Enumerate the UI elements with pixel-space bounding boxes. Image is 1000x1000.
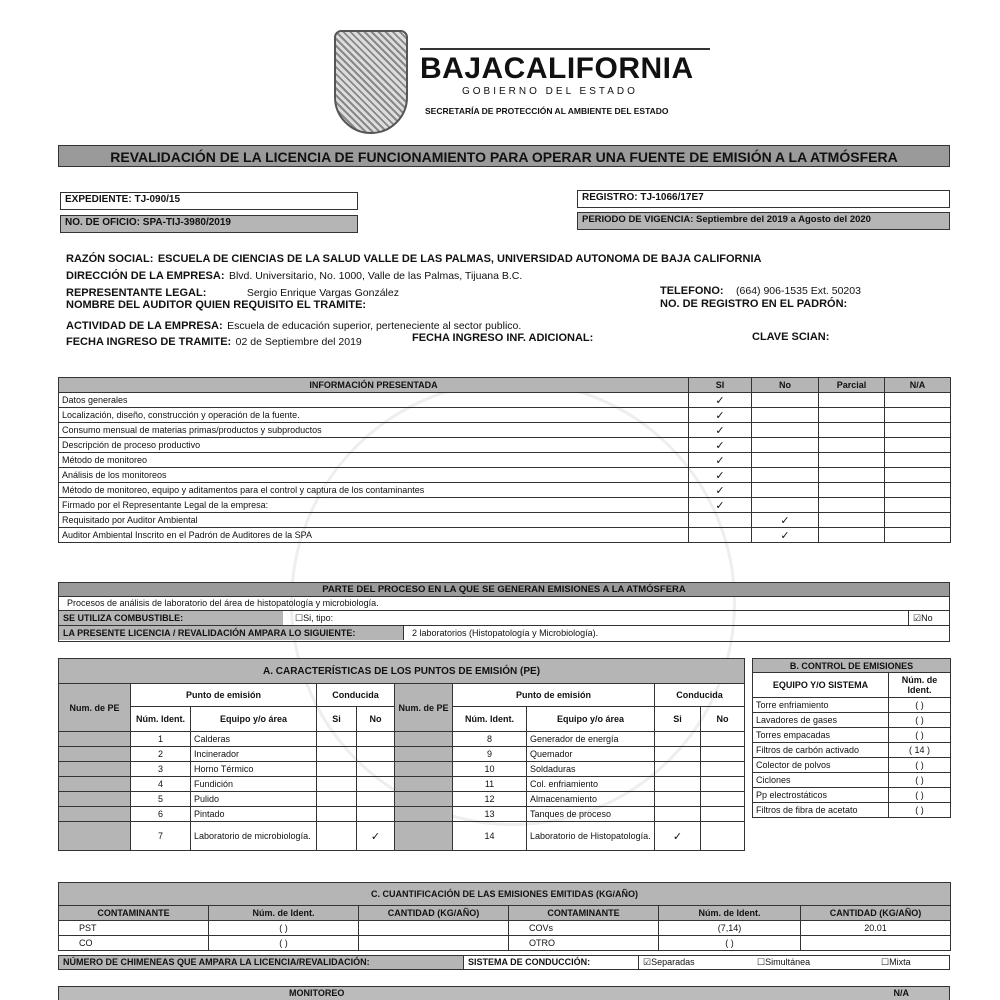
info-row-no [752, 498, 819, 513]
registro-box: REGISTRO: TJ-1066/17E7 [577, 190, 950, 208]
info-row-si: ✓ [689, 393, 752, 408]
quant-cell [801, 936, 951, 951]
info-row-si: ✓ [689, 498, 752, 513]
info-row-si: ✓ [689, 453, 752, 468]
points-equipo-left: Equipo y/o área [191, 707, 317, 732]
points-equipo-left: Pintado [191, 807, 317, 822]
points-pe-cell-left [59, 747, 131, 762]
points-si-right [655, 762, 701, 777]
info-row-si: ✓ [689, 438, 752, 453]
fecha-value: 02 de Septiembre del 2019 [235, 336, 362, 348]
info-row-parcial [819, 528, 885, 543]
info-row-label: Consumo mensual de materias primas/productos y subproductos [59, 423, 689, 438]
quant-cell: CO [59, 936, 209, 951]
representante-value: Sergio Enrique Vargas González [246, 287, 399, 299]
info-row-label: Método de monitoreo, equipo y aditamentos para el control y captura de los contaminantes [59, 483, 689, 498]
quant-title: C. CUANTIFICACIÓN DE LAS EMISIONES EMITIDAS (KG/AÑO) [59, 883, 951, 906]
telefono-line [660, 281, 861, 299]
points-no-left [357, 732, 395, 747]
chimeneas-label: NÚMERO DE CHIMENEAS QUE AMPARA LA LICENCIA/REVALIDACIÓN: [59, 956, 464, 969]
quant-cell: (7,14) [659, 921, 801, 936]
info-row-label: Descripción de proceso productivo [59, 438, 689, 453]
info-row-label: Análisis de los monitoreos [59, 468, 689, 483]
info-row [59, 438, 951, 453]
info-row-no [752, 468, 819, 483]
points-equipo-left: Incinerador [191, 747, 317, 762]
oficio-box: NO. DE OFICIO: SPA-TIJ-3980/2019 [60, 215, 358, 233]
sistema-separadas: ☑Separadas [643, 957, 695, 967]
points-pe-cell-left [59, 777, 131, 792]
info-row-si: ✓ [689, 423, 752, 438]
points-pe-cell-right [395, 762, 453, 777]
info-row [59, 528, 951, 543]
quant-cell: ( ) [659, 936, 801, 951]
points-si-left: Si [317, 707, 357, 732]
points-equipo-right: Tanques de proceso [527, 807, 655, 822]
quant-header-ident-2: Núm. de Ident. [659, 906, 801, 921]
fecha-adicional-label: FECHA INGRESO INF. ADICIONAL: [412, 332, 594, 344]
points-ident-right: 9 [453, 747, 527, 762]
razon-social-line [66, 249, 761, 267]
points-no-right [701, 732, 745, 747]
info-row-parcial [819, 423, 885, 438]
control-row-ident: ( ) [889, 803, 951, 818]
points-equipo-right: Equipo y/o área [527, 707, 655, 732]
emission-points-table [58, 658, 745, 851]
quant-cell: 20.01 [801, 921, 951, 936]
points-ident-left: 7 [131, 822, 191, 851]
sistema-label: SISTEMA DE CONDUCCIÓN: [464, 956, 639, 969]
points-no-left [357, 747, 395, 762]
points-ident-right: Núm. Ident. [453, 707, 527, 732]
info-row-no [752, 423, 819, 438]
points-no-right [701, 792, 745, 807]
control-row [753, 773, 951, 788]
points-equipo-right: Soldaduras [527, 762, 655, 777]
monitoreo-na: N/A [893, 988, 909, 998]
control-row-label: Filtros de fibra de acetato [753, 803, 889, 818]
control-row-label: Torre enfriamiento [753, 698, 889, 713]
direccion-label: DIRECCIÓN DE LA EMPRESA: [66, 270, 225, 282]
control-row [753, 713, 951, 728]
points-no-right: No [701, 707, 745, 732]
points-si-left [317, 747, 357, 762]
points-no-right [701, 747, 745, 762]
direccion-value: Blvd. Universitario, No. 1000, Valle de las Palmas, Tijuana B.C. [228, 270, 523, 282]
info-row-si [689, 528, 752, 543]
points-ident-right: 8 [453, 732, 527, 747]
quant-cell: PST [59, 921, 209, 936]
info-row-na [885, 408, 951, 423]
control-row-ident: ( ) [889, 713, 951, 728]
razon-social-value: ESCUELA DE CIENCIAS DE LA SALUD VALLE DE LAS PALMAS, UNIVERSIDAD AUTONOMA DE BAJA CALIFORNIA [157, 253, 762, 265]
combustible-no-option: ☑No [908, 611, 949, 625]
sistema-simultanea: ☐Simultánea [757, 957, 811, 967]
points-no-right [701, 777, 745, 792]
ampara-value: 2 laboratorios (Histopatología y Microbiología). [412, 628, 599, 638]
points-si-right [655, 777, 701, 792]
info-row-no: ✓ [752, 513, 819, 528]
control-row-ident: ( 14 ) [889, 743, 951, 758]
info-row-si [689, 513, 752, 528]
info-row-na [885, 453, 951, 468]
points-ident-left: Núm. Ident. [131, 707, 191, 732]
points-pe-cell-right [395, 777, 453, 792]
points-ident-right: 14 [453, 822, 527, 851]
points-num-pe-right: Num. de PE [395, 684, 453, 732]
info-row-parcial [819, 393, 885, 408]
points-row [59, 822, 745, 851]
info-row [59, 393, 951, 408]
info-row-na [885, 528, 951, 543]
points-equipo-right: Quemador [527, 747, 655, 762]
info-row-si: ✓ [689, 483, 752, 498]
points-si-left [317, 807, 357, 822]
info-row-no [752, 453, 819, 468]
info-table-header [59, 378, 951, 393]
control-row [753, 743, 951, 758]
direccion-line [66, 266, 522, 284]
quant-cell [359, 936, 509, 951]
points-si-right: ✓ [655, 822, 701, 851]
points-equipo-left: Calderas [191, 732, 317, 747]
info-row [59, 453, 951, 468]
points-row [59, 747, 745, 762]
quant-header-ident-1: Núm. de Ident. [209, 906, 359, 921]
control-row [753, 803, 951, 818]
info-row-si: ✓ [689, 408, 752, 423]
info-row-parcial [819, 468, 885, 483]
points-row [59, 792, 745, 807]
points-ident-right: 10 [453, 762, 527, 777]
points-equipo-left: Fundición [191, 777, 317, 792]
info-row-na [885, 483, 951, 498]
points-pe-cell-right [395, 822, 453, 851]
points-ident-right: 12 [453, 792, 527, 807]
info-row-na [885, 468, 951, 483]
quant-cell: ( ) [209, 921, 359, 936]
points-no-left [357, 777, 395, 792]
info-header-no: No [752, 378, 819, 393]
points-no-left: ✓ [357, 822, 395, 851]
combustible-si-option: ☐Si, tipo: [295, 613, 334, 623]
padron-label: NO. DE REGISTRO EN EL PADRÓN: [660, 298, 848, 310]
quant-header-contaminante-1: CONTAMINANTE [59, 906, 209, 921]
points-row [59, 762, 745, 777]
info-row-label: Requisitado por Auditor Ambiental [59, 513, 689, 528]
points-ident-left: 3 [131, 762, 191, 777]
points-row [59, 807, 745, 822]
secretaria-text: SECRETARÍA DE PROTECCIÓN AL AMBIENTE DEL ESTADO [425, 106, 669, 116]
logo-text: BAJACALIFORNIA [420, 52, 694, 85]
info-row-label: Método de monitoreo [59, 453, 689, 468]
points-ident-left: 4 [131, 777, 191, 792]
points-no-right [701, 807, 745, 822]
points-si-right [655, 807, 701, 822]
quant-row [59, 936, 951, 951]
info-row-parcial [819, 408, 885, 423]
control-row-label: Ciclones [753, 773, 889, 788]
info-row-si: ✓ [689, 468, 752, 483]
control-row-label: Colector de polvos [753, 758, 889, 773]
expediente-box: EXPEDIENTE: TJ-090/15 [60, 192, 358, 210]
points-no-left [357, 792, 395, 807]
ampara-label: LA PRESENTE LICENCIA / REVALIDACIÓN AMPARA LO SIGUIENTE: [59, 626, 404, 640]
control-col-ident: Núm. de Ident. [889, 673, 951, 698]
quant-header-contaminante-2: CONTAMINANTE [509, 906, 659, 921]
info-row-na [885, 438, 951, 453]
cuantificacion-table [58, 882, 951, 951]
quant-cell: OTRO [509, 936, 659, 951]
control-col-equipo: EQUIPO Y/O SISTEMA [753, 673, 889, 698]
process-title: PARTE DEL PROCESO EN LA QUE SE GENERAN EMISIONES A LA ATMÓSFERA [59, 583, 949, 597]
control-emisiones-table [752, 658, 951, 818]
quant-header-cantidad-2: CANTIDAD (KG/AÑO) [801, 906, 951, 921]
info-row [59, 498, 951, 513]
points-no-right [701, 762, 745, 777]
info-header-informacion: INFORMACIÓN PRESENTADA [59, 378, 689, 393]
control-row-label: Pp electrostáticos [753, 788, 889, 803]
points-pe-cell-left [59, 762, 131, 777]
info-row-parcial [819, 453, 885, 468]
actividad-label: ACTIVIDAD DE LA EMPRESA: [66, 320, 223, 332]
control-row-ident: ( ) [889, 773, 951, 788]
control-title: B. CONTROL DE EMISIONES [753, 659, 951, 673]
points-equipo-right: Laboratorio de Histopatología. [527, 822, 655, 851]
points-ident-left: 2 [131, 747, 191, 762]
vigencia-box: PERIODO DE VIGENCIA: Septiembre del 2019 a Agosto del 2020 [577, 212, 950, 230]
fecha-label: FECHA INGRESO DE TRAMITE: [66, 336, 232, 348]
control-row [753, 698, 951, 713]
info-row-no: ✓ [752, 528, 819, 543]
sistema-mixta: ☐Mixta [881, 957, 911, 967]
info-row-na [885, 498, 951, 513]
quant-header-cantidad-1: CANTIDAD (KG/AÑO) [359, 906, 509, 921]
quant-row [59, 921, 951, 936]
info-presentada-table [58, 377, 951, 543]
info-header-na: N/A [885, 378, 951, 393]
razon-social-label: RAZÓN SOCIAL: [66, 253, 154, 265]
points-row [59, 732, 745, 747]
control-row-label: Filtros de carbón activado [753, 743, 889, 758]
info-row [59, 468, 951, 483]
points-pe-cell-left [59, 807, 131, 822]
control-row-ident: ( ) [889, 698, 951, 713]
scian-label: CLAVE SCIAN: [752, 331, 830, 343]
points-ident-right: 13 [453, 807, 527, 822]
info-row-label: Localización, diseño, construcción y operación de la fuente. [59, 408, 689, 423]
points-pe-cell-right [395, 732, 453, 747]
points-ident-left: 5 [131, 792, 191, 807]
control-row [753, 788, 951, 803]
info-row-label: Firmado por el Representante Legal de la empresa: [59, 498, 689, 513]
points-pe-cell-left [59, 792, 131, 807]
points-ident-left: 1 [131, 732, 191, 747]
points-equipo-left: Horno Térmico [191, 762, 317, 777]
logo-rule [420, 48, 710, 50]
points-no-left [357, 807, 395, 822]
points-pe-cell-right [395, 747, 453, 762]
points-equipo-left: Laboratorio de microbiología. [191, 822, 317, 851]
info-row [59, 408, 951, 423]
control-row [753, 728, 951, 743]
points-si-right [655, 792, 701, 807]
points-si-left [317, 792, 357, 807]
points-punto-right: Punto de emisión [453, 684, 655, 707]
points-si-right [655, 747, 701, 762]
points-num-pe-left: Num. de PE [59, 684, 131, 732]
info-row [59, 513, 951, 528]
info-row-na [885, 393, 951, 408]
quant-cell [359, 921, 509, 936]
points-pe-cell-left [59, 822, 131, 851]
points-conducida-right: Conducida [655, 684, 745, 707]
info-row-no [752, 438, 819, 453]
info-header-si: SI [689, 378, 752, 393]
points-ident-right: 11 [453, 777, 527, 792]
actividad-value: Escuela de educación superior, perteneciente al sector publico. [227, 320, 522, 332]
process-section [58, 582, 950, 642]
info-row-parcial [819, 483, 885, 498]
info-row-no [752, 393, 819, 408]
info-row-parcial [819, 438, 885, 453]
info-row-label: Auditor Ambiental Inscrito en el Padrón de Auditores de la SPA [59, 528, 689, 543]
fecha-line [66, 332, 362, 350]
info-row-na [885, 423, 951, 438]
state-emblem [334, 30, 408, 134]
points-equipo-right: Col. enfriamiento [527, 777, 655, 792]
points-row [59, 777, 745, 792]
points-equipo-right: Almacenamiento [527, 792, 655, 807]
info-row-label: Datos generales [59, 393, 689, 408]
info-row-parcial [819, 498, 885, 513]
control-row-label: Lavadores de gases [753, 713, 889, 728]
quant-cell: ( ) [209, 936, 359, 951]
info-header-parcial: Parcial [819, 378, 885, 393]
telefono-value: (664) 906-1535 Ext. 50203 [736, 285, 861, 297]
control-row [753, 758, 951, 773]
combustible-label: SE UTILIZA COMBUSTIBLE: [59, 611, 283, 625]
points-equipo-right: Generador de energía [527, 732, 655, 747]
points-title: A. CARACTERÍSTICAS DE LOS PUNTOS DE EMISIÓN (PE) [59, 659, 745, 684]
telefono-label: TELEFONO: [660, 285, 724, 297]
monitoreo-row [58, 986, 950, 1000]
control-row-ident: ( ) [889, 788, 951, 803]
auditor-label: NOMBRE DEL AUDITOR QUIEN REQUISITO EL TRAMITE: [66, 299, 367, 311]
points-si-right [655, 732, 701, 747]
process-description: Procesos de análisis de laboratorio del área de histopatología y microbiología. [59, 597, 949, 611]
info-row-no [752, 408, 819, 423]
points-pe-cell-left [59, 732, 131, 747]
info-row [59, 423, 951, 438]
info-row-parcial [819, 513, 885, 528]
logo-subtitle: GOBIERNO DEL ESTADO [462, 86, 638, 97]
points-conducida-left: Conducida [317, 684, 395, 707]
combustible-row [59, 611, 949, 626]
control-row-label: Torres empacadas [753, 728, 889, 743]
quant-cell: COVs [509, 921, 659, 936]
points-punto-left: Punto de emisión [131, 684, 317, 707]
ampara-row [59, 626, 949, 640]
points-pe-cell-right [395, 807, 453, 822]
info-row [59, 483, 951, 498]
points-pe-cell-right [395, 792, 453, 807]
points-ident-left: 6 [131, 807, 191, 822]
representante-label: REPRESENTANTE LEGAL: [66, 287, 207, 299]
points-equipo-left: Pulido [191, 792, 317, 807]
points-si-left [317, 777, 357, 792]
control-row-ident: ( ) [889, 728, 951, 743]
points-si-right: Si [655, 707, 701, 732]
points-si-left [317, 822, 357, 851]
info-row-no [752, 483, 819, 498]
document-title: REVALIDACIÓN DE LA LICENCIA DE FUNCIONAMIENTO PARA OPERAR UNA FUENTE DE EMISIÓN A LA ATMÓSFERA [58, 145, 950, 167]
info-row-na [885, 513, 951, 528]
monitoreo-label: MONITOREO [289, 988, 345, 998]
points-si-left [317, 732, 357, 747]
points-si-left [317, 762, 357, 777]
points-no-left: No [357, 707, 395, 732]
chimeneas-row [58, 955, 950, 970]
points-no-right [701, 822, 745, 851]
control-row-ident: ( ) [889, 758, 951, 773]
points-no-left [357, 762, 395, 777]
